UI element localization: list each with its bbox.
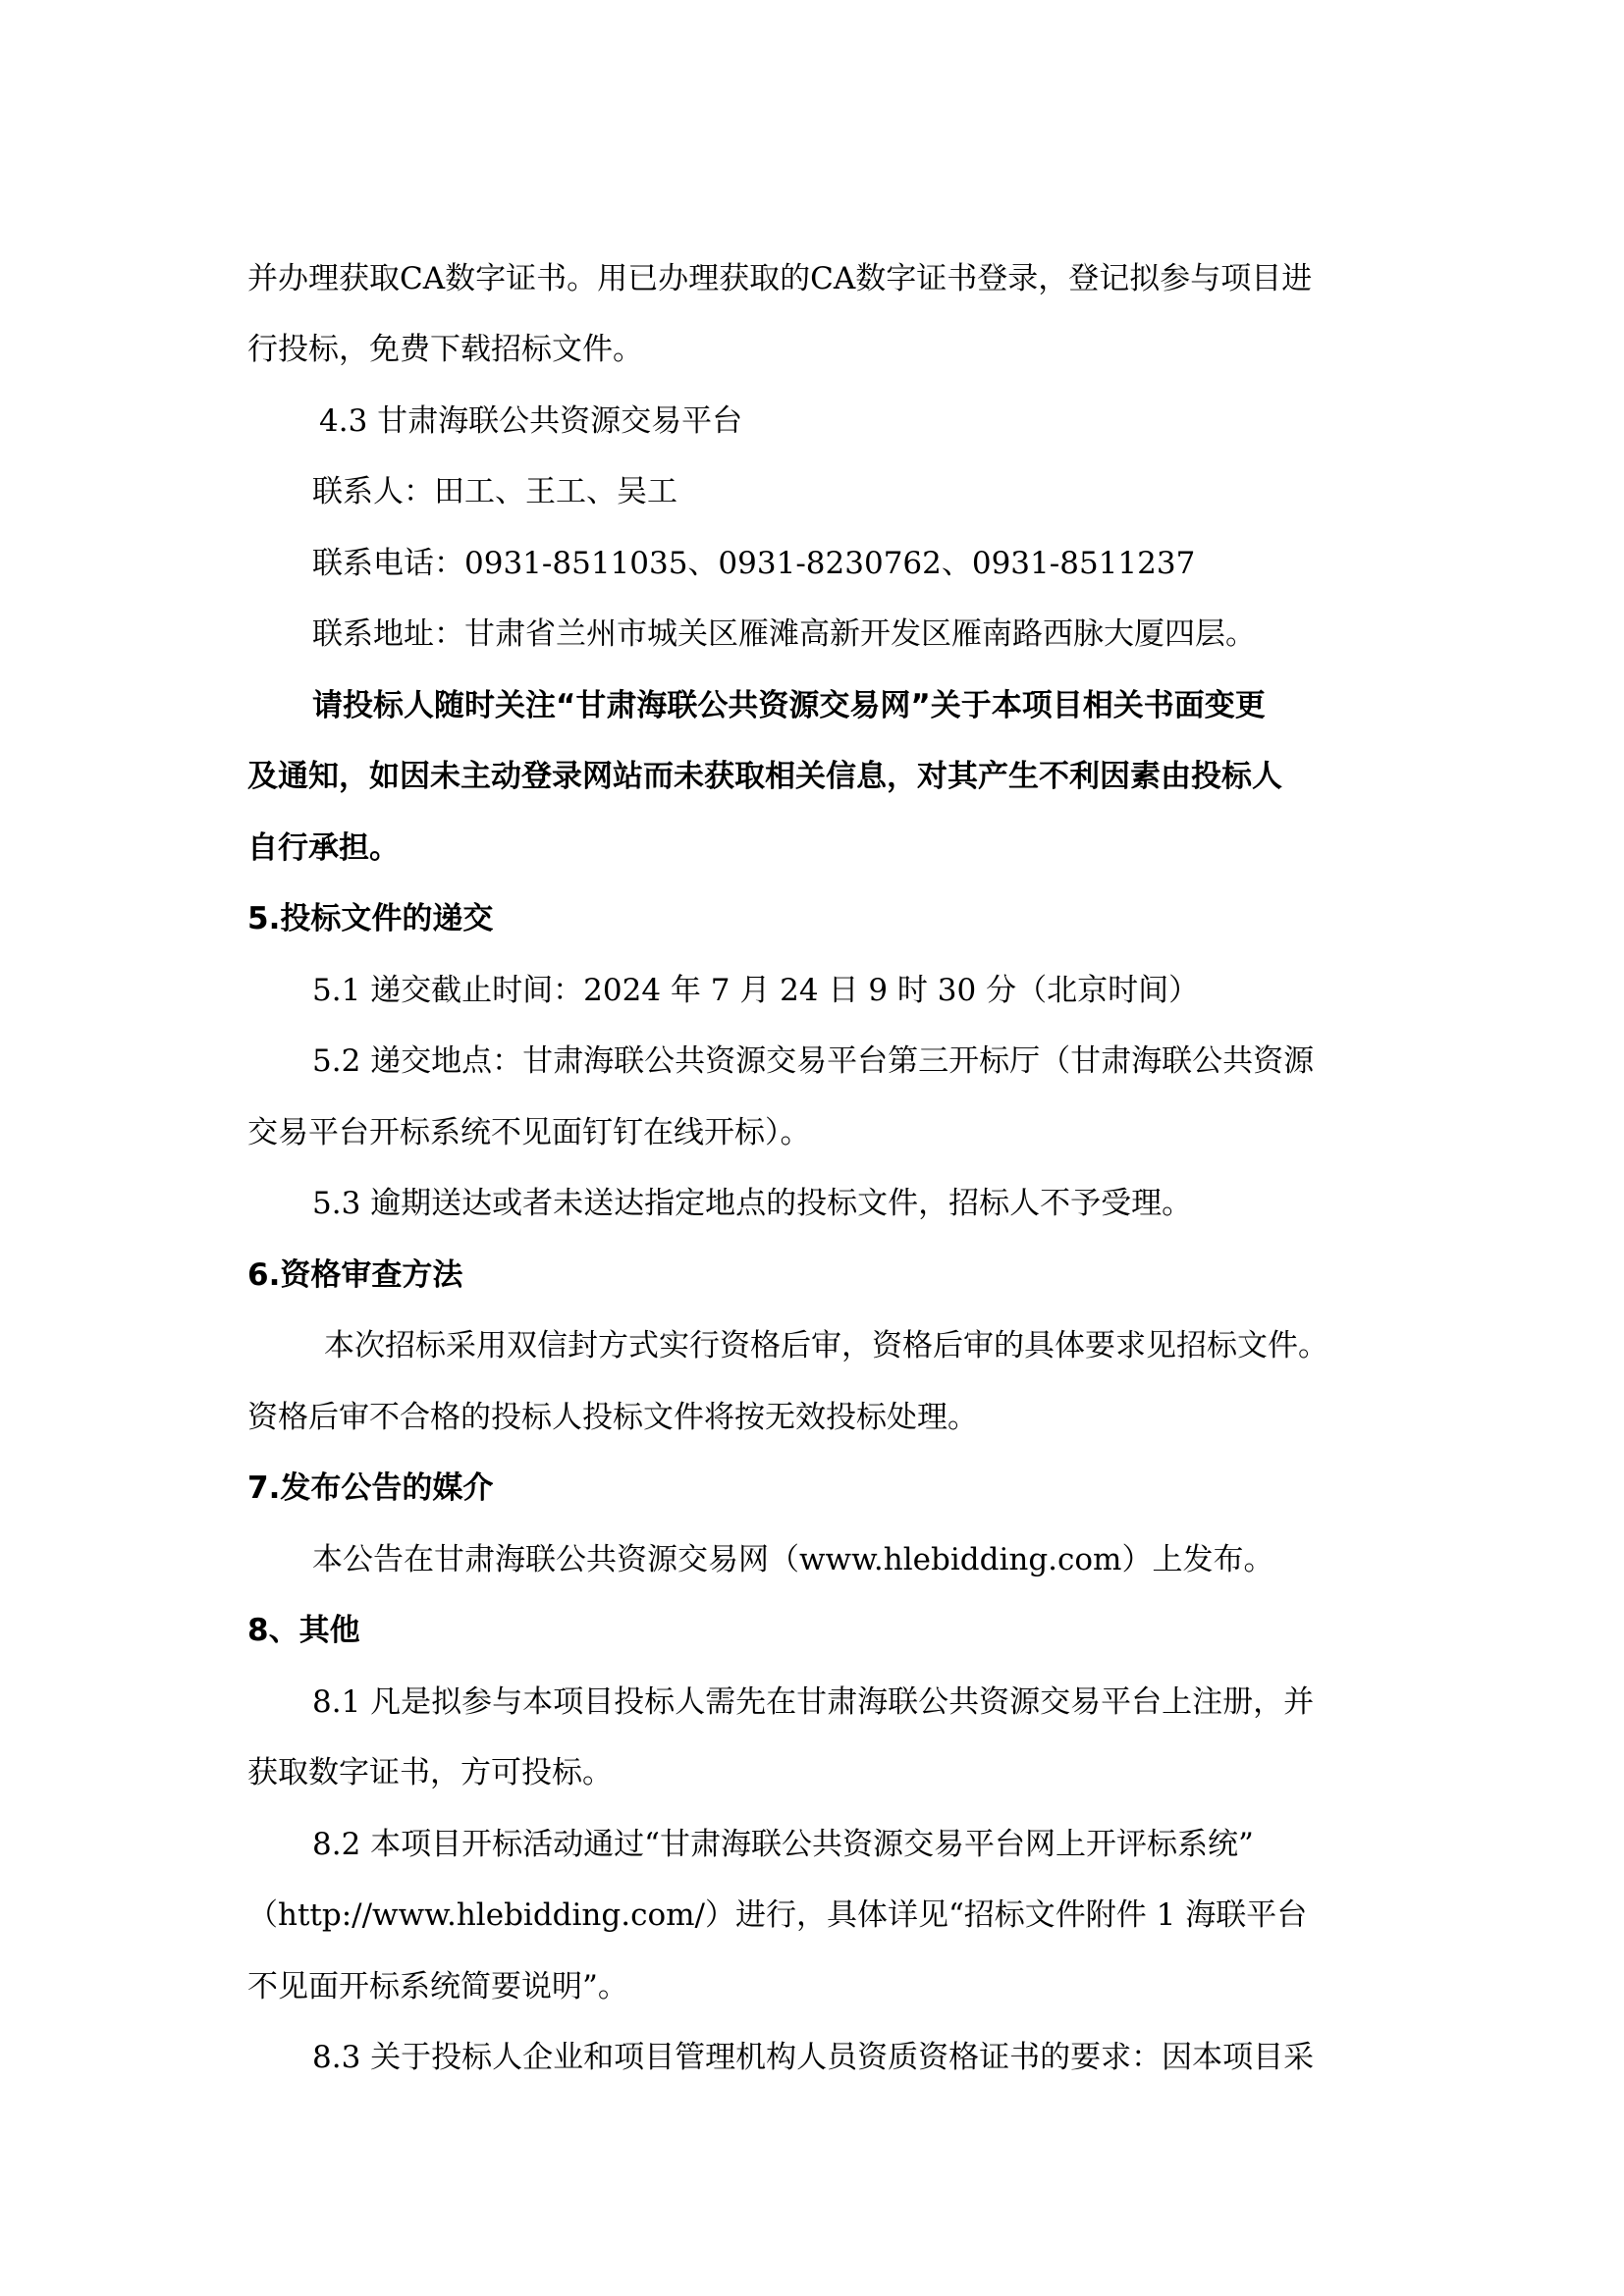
paragraph-line: 8.2 本项目开标活动通过“甘肃海联公共资源交易平台网上开评标系统” — [312, 1827, 1254, 1862]
paragraph-line: 资格后审不合格的投标人投标文件将按无效投标处理。 — [247, 1400, 978, 1435]
paragraph-line: 8.1 凡是拟参与本项目投标人需先在甘肃海联公共资源交易平台上注册，并 — [312, 1684, 1315, 1720]
paragraph-line: 获取数字证书，方可投标。 — [247, 1755, 613, 1790]
paragraph-line: （http://www.hlebidding.com/）进行，具体详见“招标文件附件 1 海联平台 — [247, 1897, 1308, 1933]
bold-notice-line: 及通知，如因未主动登录网站而未获取相关信息，对其产生不利因素由投标人 — [247, 759, 1282, 794]
paragraph-line: 不见面开标系统简要说明”。 — [247, 1969, 628, 2004]
section-heading-6: 6.资格审查方法 — [247, 1257, 463, 1293]
section-heading-8: 8、其他 — [247, 1613, 360, 1648]
contact-person: 联系人：田工、王工、吴工 — [312, 474, 677, 509]
bold-notice-line: 自行承担。 — [247, 830, 400, 866]
submission-location: 5.2 递交地点：甘肃海联公共资源交易平台第三开标厅（甘肃海联公共资源 — [312, 1043, 1315, 1079]
paragraph-line: 行投标，免费下载招标文件。 — [247, 332, 643, 367]
contact-phone: 联系电话：0931-8511035、0931-8230762、0931-8511237 — [312, 546, 1196, 581]
section-heading-7: 7.发布公告的媒介 — [247, 1470, 494, 1506]
paragraph-line: 交易平台开标系统不见面钉钉在线开标）。 — [247, 1115, 811, 1150]
submission-deadline: 5.1 递交截止时间：2024 年 7 月 24 日 9 时 30 分（北京时间） — [312, 973, 1200, 1008]
contact-address: 联系地址：甘肃省兰州市城关区雁滩高新开发区雁南路西脉大厦四层。 — [312, 616, 1256, 652]
section-heading-5: 5.投标文件的递交 — [247, 901, 494, 936]
paragraph-line: 并办理获取CA数字证书。用已办理获取的CA数字证书登录，登记拟参与项目进 — [247, 261, 1313, 296]
paragraph-line: 8.3 关于投标人企业和项目管理机构人员资质资格证书的要求：因本项目采 — [312, 2040, 1315, 2075]
bold-notice-line: 请投标人随时关注“甘肃海联公共资源交易网”关于本项目相关书面变更 — [312, 688, 1266, 723]
paragraph-line: 本次招标采用双信封方式实行资格后审，资格后审的具体要求见招标文件。 — [324, 1328, 1328, 1363]
paragraph-line: 本公告在甘肃海联公共资源交易网（www.hlebidding.com）上发布。 — [312, 1542, 1274, 1577]
section-heading-4-3: 4.3 甘肃海联公共资源交易平台 — [319, 403, 743, 439]
late-submission: 5.3 逾期送达或者未送达指定地点的投标文件，招标人不予受理。 — [312, 1186, 1193, 1221]
